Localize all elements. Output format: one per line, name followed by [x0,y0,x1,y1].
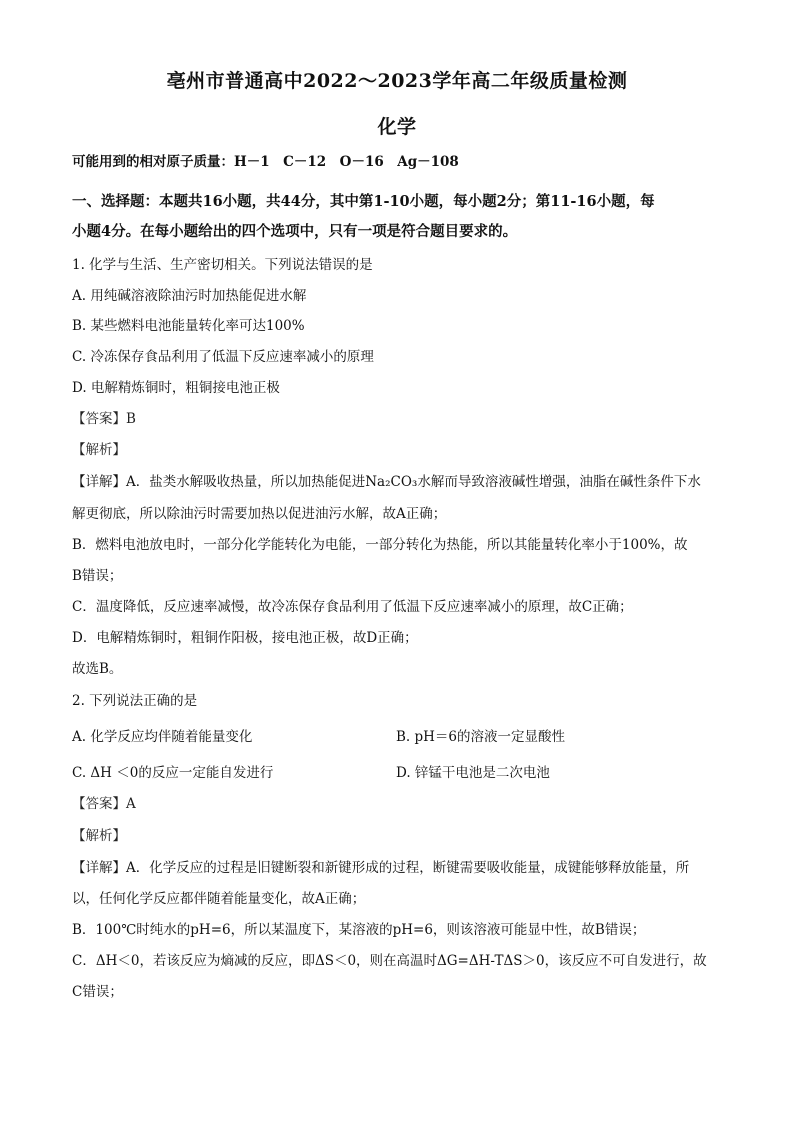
q2-stem: 2. 下列说法正确的是 [72,693,198,709]
document-title: 亳州市普通高中2022～2023学年高二年级质量检测 [166,70,628,92]
q1-detail-line: 故选B。 [72,661,123,677]
q1-answer: 【答案】B [72,411,136,427]
q1-option-a: A. 用纯碱溶液除油污时加热能促进水解 [72,288,307,304]
q2-detail-line: C．ΔH＜0，若该反应为熵减的反应，即ΔS＜0，则在高温时ΔG=ΔH-TΔS＞0，该反应不可自发进行，故 [72,953,707,969]
q1-option-d: D. 电解精炼铜时，粗铜接电池正极 [72,380,280,396]
q2-option-d: D. 锌锰干电池是二次电池 [396,765,550,781]
q2-option-a: A. 化学反应均伴随着能量变化 [72,729,253,745]
q2-detail-line: 【详解】A．化学反应的过程是旧键断裂和新键形成的过程，断键需要吸收能量，成键能够释放能量，所 [72,860,690,876]
q1-analysis-heading: 【解析】 [72,442,126,458]
q2-detail-line: C错误； [72,984,123,1000]
subject-title: 化学 [377,116,417,138]
q1-option-b: B. 某些燃料电池能量转化率可达100% [72,318,305,334]
q1-stem: 1. 化学与生活、生产密切相关。下列说法错误的是 [72,257,373,273]
atomic-masses: 可能用到的相对原子质量：H－1 C－12 O－16 Ag－108 [72,154,459,170]
section1-instructions-line2: 小题4分。在每小题给出的四个选项中，只有一项是符合题目要求的。 [72,223,518,240]
q1-detail-line: B错误； [72,568,123,584]
q2-option-b: B. pH＝6的溶液一定显酸性 [396,729,566,745]
q1-detail-line: B．燃料电池放电时，一部分化学能转化为电能，一部分转化为热能，所以其能量转化率小于100%，故 [72,537,688,553]
q1-detail-line: 【详解】A．盐类水解吸收热量，所以加热能促进Na₂CO₃水解而导致溶液碱性增强，油脂在碱性条件下水 [72,474,701,490]
section1-instructions-line1: 一、选择题：本题共16小题，共44分，其中第1-10小题，每小题2分；第11-16小题，每 [72,193,655,210]
q2-answer: 【答案】A [72,796,136,812]
q1-detail-line: C．温度降低，反应速率减慢，故冷冻保存食品利用了低温下反应速率减小的原理，故C正确； [72,599,633,615]
q1-detail-line: 解更彻底，所以除油污时需要加热以促进油污水解，故A正确； [72,506,447,522]
q2-analysis-heading: 【解析】 [72,828,126,844]
q2-detail-line: 以，任何化学反应都伴随着能量变化，故A正确； [72,891,366,907]
q1-option-c: C. 冷冻保存食品利用了低温下反应速率减小的原理 [72,349,374,365]
q1-detail-line: D．电解精炼铜时，粗铜作阳极，接电池正极，故D正确； [72,630,418,646]
q2-option-c: C. ΔH ＜0的反应一定能自发进行 [72,765,274,781]
q2-detail-line: B．100℃时纯水的pH=6，所以某温度下，某溶液的pH=6，则该溶液可能显中性，故B错误； [72,922,646,938]
